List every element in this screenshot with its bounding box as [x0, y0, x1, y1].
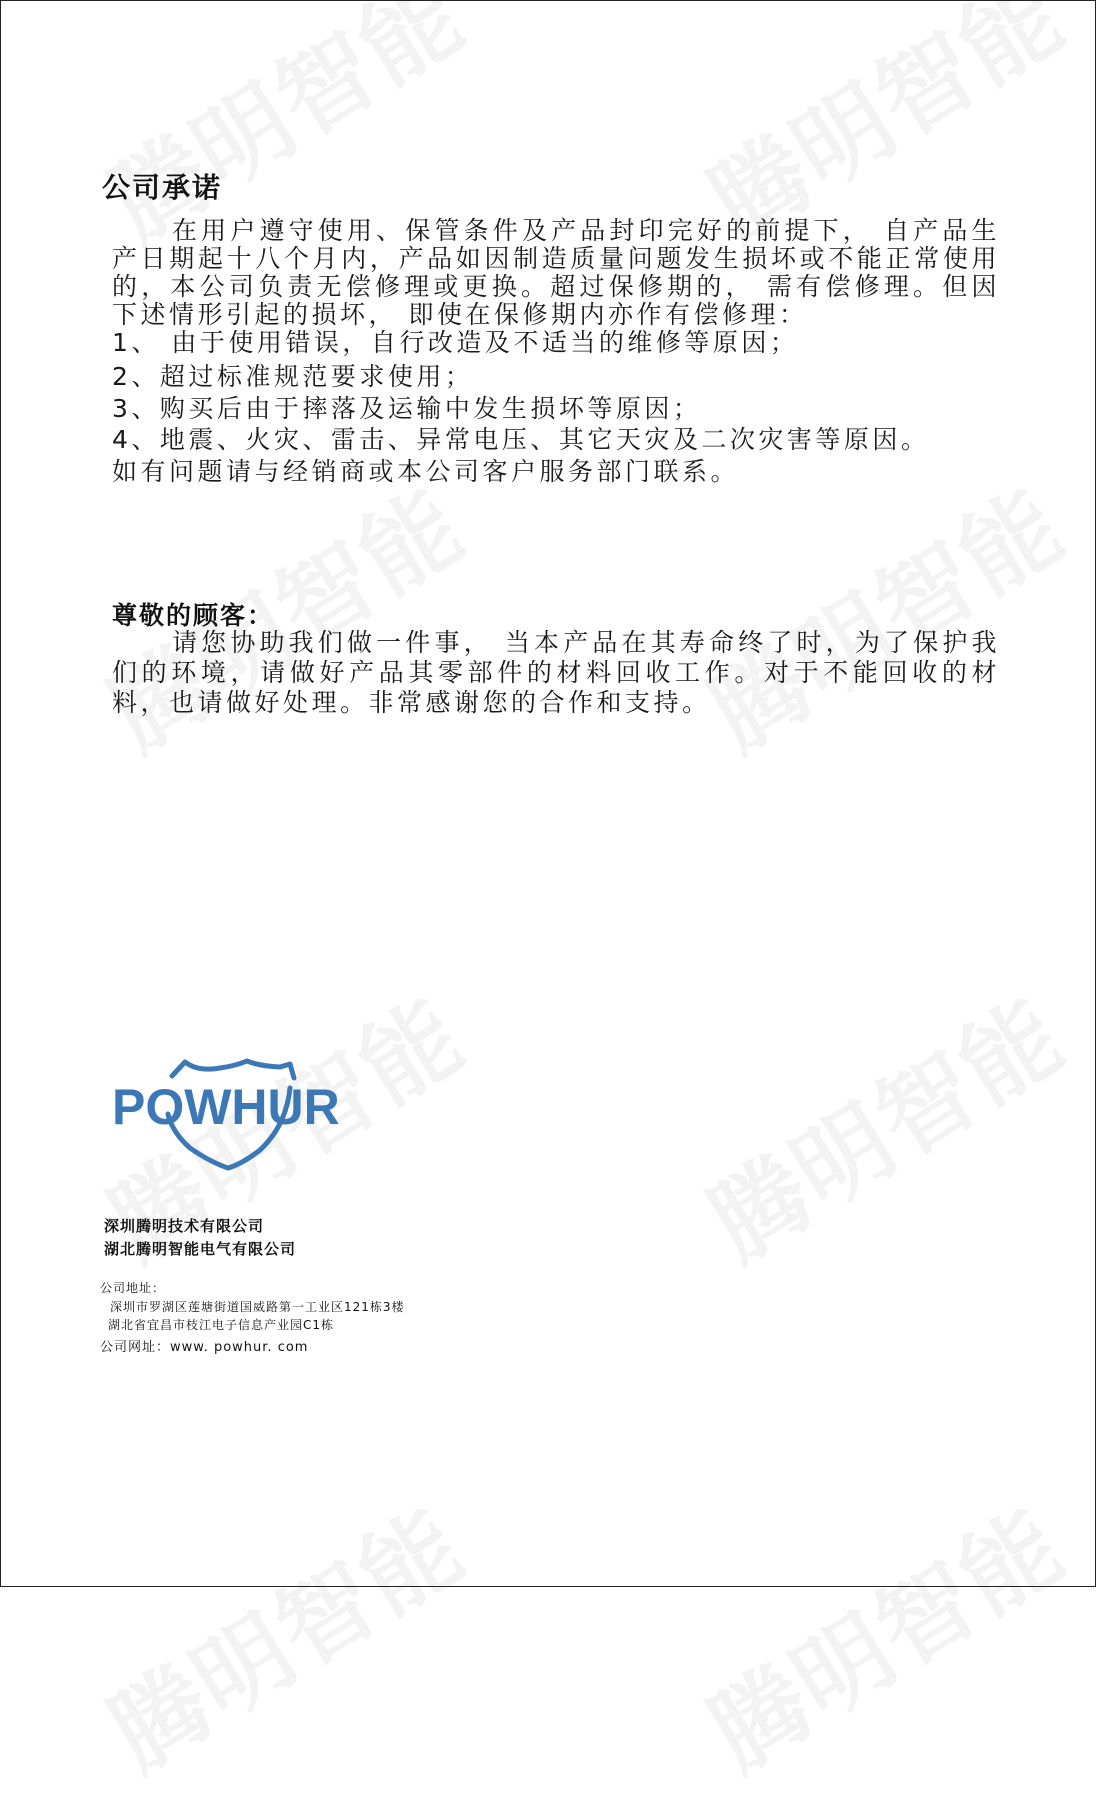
promise-item: 2、超过标准规范要求使用；	[112, 362, 474, 391]
promise-item: 3、购买后由于摔落及运输中发生损坏等原因；	[112, 394, 702, 423]
company-name: 深圳腾明技术有限公司	[104, 1217, 265, 1235]
promise-intro: 在用户遵守使用、保管条件及产品封印完好的前提下， 自产品生产日期起十八个月内，产品如因制造质量问题发生损坏或不能正常使用的，本公司负责无偿修理或更换。超过保修期的， 需有偿修理。但因下述情形引起的损坏， 即使在保修期内亦作有偿修理：	[112, 216, 1000, 329]
address-line: 湖北省宜昌市枝江电子信息产业园C1栋	[108, 1318, 335, 1332]
customer-title: 尊敬的顾客：	[112, 601, 275, 630]
promise-item: 1、 由于使用错误，自行改造及不适当的维修等原因；	[112, 328, 799, 357]
website: 公司网址：www. powhur. com	[100, 1340, 309, 1355]
address-line: 深圳市罗湖区莲塘街道国威路第一工业区121栋3楼	[110, 1300, 405, 1314]
logo-text: POWHUR	[112, 1079, 340, 1135]
promise-contact: 如有问题请与经销商或本公司客户服务部门联系。	[112, 457, 740, 486]
address-label: 公司地址：	[100, 1281, 166, 1295]
promise-item: 4、地震、火灾、雷击、异常电压、其它天灾及二次灾害等原因。	[112, 425, 930, 454]
promise-title: 公司承诺	[102, 171, 223, 204]
customer-body: 请您协助我们做一件事， 当本产品在其寿命终了时，为了保护我们的环境，请做好产品其零部件的材料回收工作。对于不能回收的材料，也请做好处理。非常感谢您的合作和支持。	[112, 628, 1000, 717]
company-name: 湖北腾明智能电气有限公司	[104, 1240, 297, 1258]
powhur-logo	[110, 1058, 340, 1172]
